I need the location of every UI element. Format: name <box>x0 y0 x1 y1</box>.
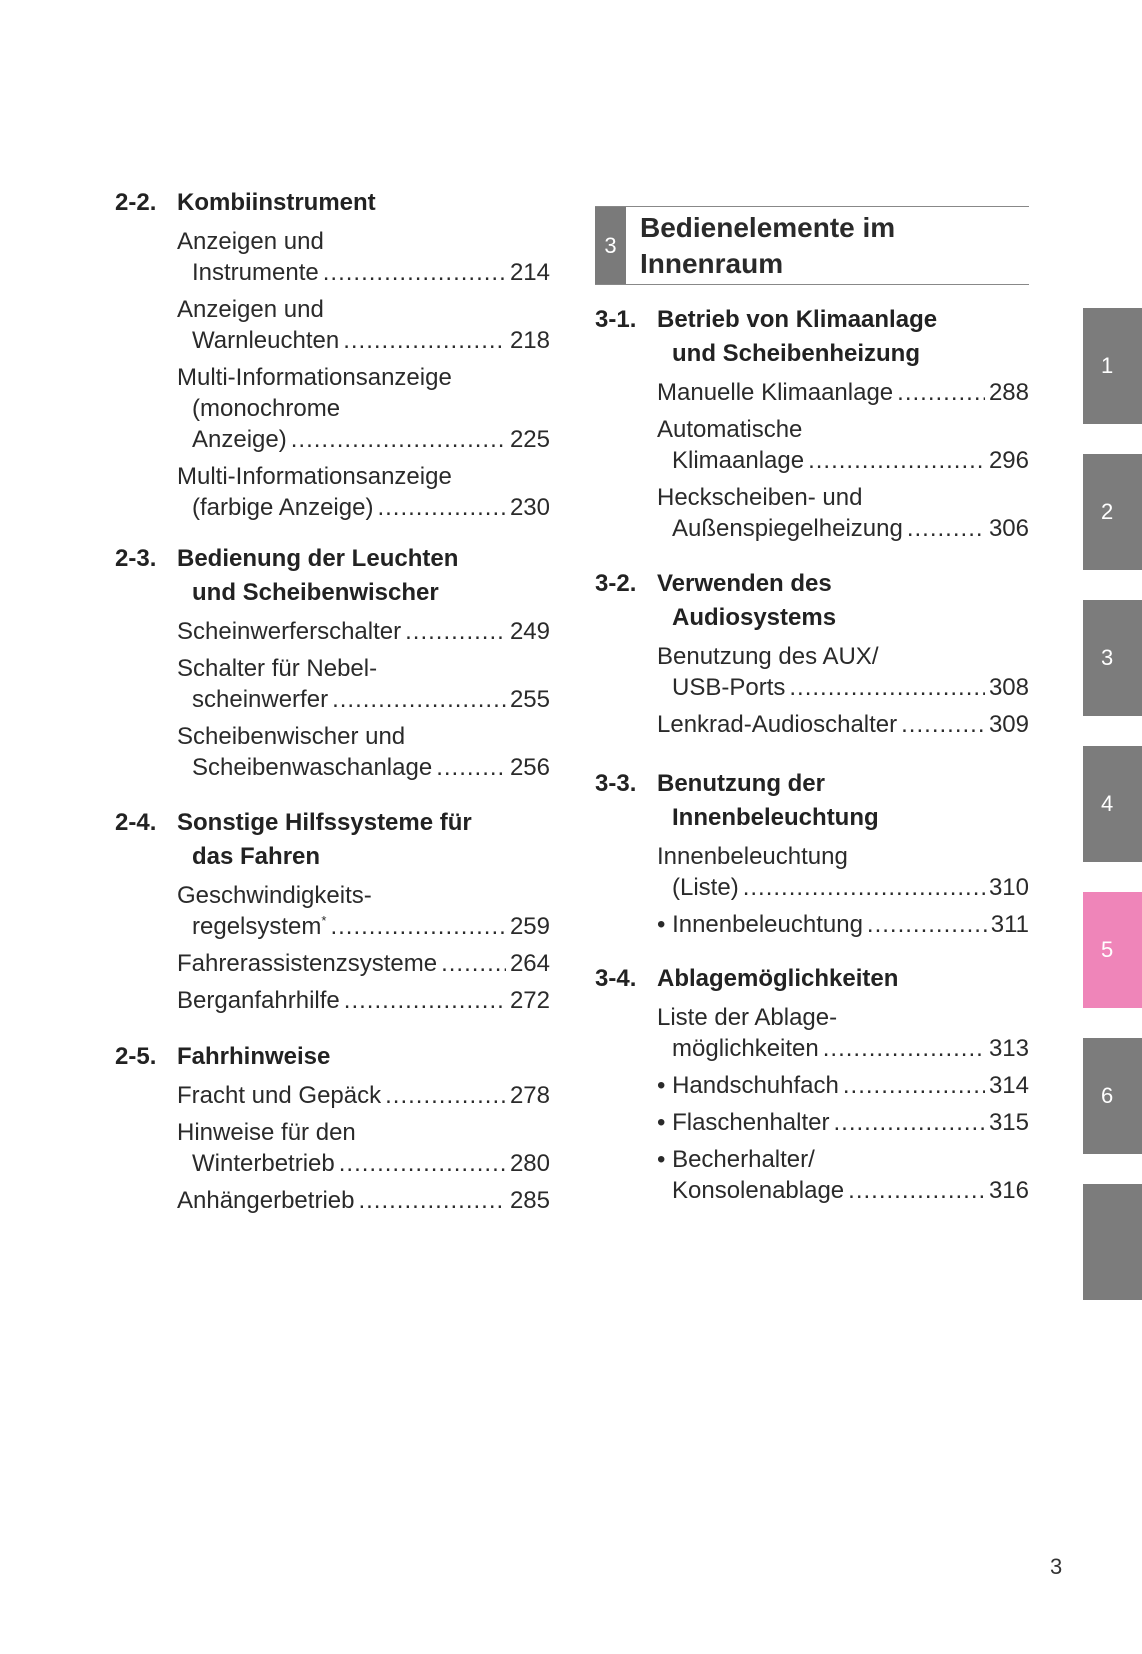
entry-last-line <box>177 492 550 523</box>
entry-label: Anzeige) <box>192 426 287 453</box>
entry-line: Automatische <box>657 416 803 443</box>
dot-leader <box>339 1148 506 1179</box>
toc-entry[interactable] <box>657 909 1029 940</box>
section-heading <box>115 1040 550 1074</box>
section-number: 2-2. <box>115 189 157 216</box>
entry-last-line <box>657 709 1029 740</box>
page-reference: 272 <box>509 987 550 1014</box>
entry-text <box>177 948 437 979</box>
toc-section <box>595 767 1029 940</box>
section-title-line: Sonstige Hilfssysteme für <box>177 809 472 836</box>
entry-last-line <box>657 909 1029 940</box>
toc-entry[interactable] <box>177 1080 550 1111</box>
dot-leader <box>834 1107 985 1138</box>
toc-entry[interactable] <box>657 709 1029 740</box>
toc-entry[interactable] <box>177 226 550 288</box>
dot-leader <box>344 985 506 1016</box>
entry-last-line <box>177 948 550 979</box>
toc-entry[interactable] <box>657 414 1029 476</box>
section-title <box>177 186 550 220</box>
entry-text <box>177 985 340 1016</box>
entry-text <box>192 911 326 942</box>
dot-leader <box>808 445 985 476</box>
entry-label: Scheinwerferschalter <box>177 618 402 645</box>
toc-entry[interactable] <box>177 653 550 715</box>
entry-line: Geschwindigkeits- <box>177 882 372 909</box>
page-reference: 313 <box>988 1035 1029 1062</box>
chapter-tab-2[interactable]: 2 <box>1083 454 1142 570</box>
section-heading <box>595 303 1029 371</box>
toc-entry[interactable] <box>657 841 1029 903</box>
entry-line: Hinweise für den <box>177 1119 356 1146</box>
entry-text <box>192 492 373 523</box>
entry-last-line <box>177 684 550 715</box>
entry-label: Klimaanlage <box>672 447 805 474</box>
entry-label: Anhängerbetrieb <box>177 1187 355 1214</box>
page-reference: 316 <box>988 1177 1029 1204</box>
section-title <box>657 767 1029 835</box>
dot-leader <box>843 1070 985 1101</box>
toc-entry[interactable] <box>657 1070 1029 1101</box>
entry-label: • Innenbeleuchtung <box>657 911 863 938</box>
entry-text <box>672 445 804 476</box>
page-reference: 225 <box>509 426 550 453</box>
entry-line: (monochrome <box>192 395 341 422</box>
entry-label: Manuelle Klimaanlage <box>657 379 894 406</box>
dot-leader <box>385 1080 506 1111</box>
toc-entry[interactable] <box>657 1002 1029 1064</box>
section-title <box>657 303 1029 371</box>
page-reference: 288 <box>988 379 1029 406</box>
toc-entry[interactable] <box>177 616 550 647</box>
toc-entry[interactable] <box>657 482 1029 544</box>
section-title-line: Betrieb von Klimaanlage <box>657 306 938 333</box>
entry-label: Winterbetrieb <box>192 1150 335 1177</box>
page-reference: 259 <box>509 913 550 940</box>
section-title-line: und Scheibenwischer <box>192 579 439 606</box>
chapter-tab-1[interactable]: 1 <box>1083 308 1142 424</box>
section-title <box>177 806 550 874</box>
toc-entry[interactable] <box>657 377 1029 408</box>
page-reference: 285 <box>509 1187 550 1214</box>
chapter-tab-6[interactable]: 6 <box>1083 1038 1142 1154</box>
toc-entry[interactable] <box>177 294 550 356</box>
dot-leader <box>848 1175 985 1206</box>
entry-last-line <box>177 1185 550 1216</box>
section-heading <box>115 186 550 220</box>
section-title-line: Fahrhinweise <box>177 1043 331 1070</box>
entry-text <box>657 1070 839 1101</box>
chapter-number: 3 <box>595 207 626 284</box>
dot-leader <box>867 909 987 940</box>
entry-text <box>672 1175 844 1206</box>
entry-last-line <box>177 616 550 647</box>
toc-entry[interactable] <box>177 985 550 1016</box>
section-number: 3-3. <box>595 770 637 797</box>
entry-last-line <box>177 424 550 455</box>
toc-section <box>595 962 1029 1206</box>
dot-leader <box>330 911 506 942</box>
dot-leader <box>343 325 506 356</box>
toc-section <box>115 186 550 523</box>
entry-last-line <box>177 325 550 356</box>
chapter-tab-4[interactable]: 4 <box>1083 746 1142 862</box>
toc-entry[interactable] <box>657 1144 1029 1206</box>
entry-line: Heckscheiben- und <box>657 484 863 511</box>
toc-section <box>115 806 550 1016</box>
section-title-line: Benutzung der <box>657 770 825 797</box>
toc-entry[interactable] <box>657 641 1029 703</box>
chapter-tab-index[interactable] <box>1083 1184 1142 1300</box>
entry-last-line <box>177 752 550 783</box>
entry-text <box>192 325 339 356</box>
entry-line: Anzeigen und <box>177 296 324 323</box>
section-title-line: Audiosystems <box>672 604 837 631</box>
page-reference: 255 <box>509 686 550 713</box>
entry-text <box>657 1107 830 1138</box>
entry-last-line <box>657 513 1029 544</box>
entry-label: Lenkrad-Audioschalter <box>657 711 898 738</box>
page-reference: 315 <box>988 1109 1029 1136</box>
entry-text <box>192 684 328 715</box>
entry-text <box>657 709 897 740</box>
entry-label: Scheibenwaschanlage <box>192 754 433 781</box>
section-title-line: Innenbeleuchtung <box>672 804 879 831</box>
entry-last-line <box>657 445 1029 476</box>
entry-text <box>177 616 401 647</box>
dot-leader <box>323 257 506 288</box>
entry-line: Liste der Ablage- <box>657 1004 838 1031</box>
toc-section <box>115 542 550 783</box>
toc-entry[interactable] <box>177 461 550 523</box>
entry-line: • Becherhalter/ <box>657 1146 815 1173</box>
page-reference: 230 <box>509 494 550 521</box>
dot-leader <box>743 872 985 903</box>
toc-entry[interactable] <box>657 1107 1029 1138</box>
toc-entry[interactable] <box>177 1185 550 1216</box>
entry-label: (farbige Anzeige) <box>192 494 374 521</box>
chapter-tab-5[interactable]: 5 <box>1083 892 1142 1008</box>
entry-label: Fahrerassistenzsysteme <box>177 950 438 977</box>
dot-leader <box>358 1185 505 1216</box>
page-reference: 249 <box>509 618 550 645</box>
entry-last-line <box>657 1175 1029 1206</box>
entry-last-line <box>657 872 1029 903</box>
dot-leader <box>897 377 985 408</box>
chapter-header <box>595 206 1029 285</box>
entry-label: möglichkeiten <box>672 1035 819 1062</box>
toc-entry[interactable] <box>177 721 550 783</box>
entry-last-line <box>657 1107 1029 1138</box>
entry-label: Warnleuchten <box>192 327 340 354</box>
entry-text <box>192 752 432 783</box>
dot-leader <box>291 424 506 455</box>
entry-label: Außenspiegelheizung <box>672 515 903 542</box>
section-title-line: und Scheibenheizung <box>672 340 921 367</box>
page-reference: 311 <box>990 911 1029 938</box>
dot-leader <box>405 616 506 647</box>
entry-label: USB-Ports <box>672 674 786 701</box>
entry-label: Instrumente <box>192 259 319 286</box>
entry-text <box>672 872 739 903</box>
dot-leader <box>332 684 506 715</box>
entry-text <box>192 424 287 455</box>
page-reference: 256 <box>509 754 550 781</box>
dot-leader <box>823 1033 985 1064</box>
entry-line: Multi-Informationsanzeige <box>177 463 452 490</box>
page-number: 3 <box>1050 1554 1063 1579</box>
section-title <box>657 567 1029 635</box>
dot-leader <box>436 752 506 783</box>
entry-label: (Liste) <box>672 874 739 901</box>
entry-line: Anzeigen und <box>177 228 324 255</box>
entry-text <box>177 1080 381 1111</box>
toc-section <box>595 303 1029 544</box>
section-heading <box>115 542 550 610</box>
section-title <box>657 962 1029 996</box>
entry-line: Benutzung des AUX/ <box>657 643 879 670</box>
entry-last-line <box>657 1070 1029 1101</box>
toc-section <box>115 1040 550 1216</box>
section-number: 3-1. <box>595 306 637 333</box>
toc-section <box>595 567 1029 740</box>
dot-leader <box>907 513 985 544</box>
page-reference: 218 <box>509 327 550 354</box>
section-heading <box>595 767 1029 835</box>
section-title <box>177 542 550 610</box>
section-heading <box>595 567 1029 635</box>
dot-leader <box>901 709 985 740</box>
page-reference: 264 <box>509 950 550 977</box>
entry-text <box>657 909 863 940</box>
entry-label: Fracht und Gepäck <box>177 1082 382 1109</box>
entry-last-line <box>657 377 1029 408</box>
section-number: 2-5. <box>115 1043 157 1070</box>
entry-last-line <box>177 985 550 1016</box>
entry-line: Schalter für Nebel- <box>177 655 378 682</box>
entry-line: Scheibenwischer und <box>177 723 406 750</box>
entry-label: Berganfahrhilfe <box>177 987 340 1014</box>
page-reference: 306 <box>988 515 1029 542</box>
section-number: 2-3. <box>115 545 157 572</box>
entry-label: • Handschuhfach <box>657 1072 839 1099</box>
page-reference: 296 <box>988 447 1029 474</box>
entry-text <box>672 672 785 703</box>
section-number: 3-4. <box>595 965 637 992</box>
footnote-marker: * <box>321 913 327 928</box>
section-title-line: Verwenden des <box>657 570 832 597</box>
entry-last-line <box>657 672 1029 703</box>
page-reference: 314 <box>988 1072 1029 1099</box>
section-number: 2-4. <box>115 809 157 836</box>
page-reference: 308 <box>988 674 1029 701</box>
entry-text <box>657 377 893 408</box>
section-title-line: Kombiinstrument <box>177 189 376 216</box>
section-number: 3-2. <box>595 570 637 597</box>
dot-leader <box>441 948 506 979</box>
entry-last-line <box>177 1080 550 1111</box>
entry-line: Innenbeleuchtung <box>657 843 848 870</box>
section-heading <box>595 962 1029 996</box>
entry-text <box>672 1033 819 1064</box>
toc-entry[interactable] <box>177 948 550 979</box>
entry-text <box>672 513 903 544</box>
toc-entry[interactable] <box>177 880 550 942</box>
entry-line: Multi-Informationsanzeige <box>177 364 452 391</box>
entry-label: • Flaschenhalter <box>657 1109 830 1136</box>
chapter-title: Bedienelemente im Innenraum <box>640 212 896 279</box>
chapter-tab-3[interactable]: 3 <box>1083 600 1142 716</box>
entry-label: Konsolenablage <box>672 1177 845 1204</box>
section-title <box>177 1040 550 1074</box>
section-title-line: Ablagemöglichkeiten <box>657 965 899 992</box>
entry-last-line <box>657 1033 1029 1064</box>
dot-leader <box>789 672 985 703</box>
entry-label: regelsystem <box>192 913 322 940</box>
page-reference: 214 <box>509 259 550 286</box>
section-title-line: Bedienung der Leuchten <box>177 545 459 572</box>
toc-entry[interactable] <box>177 1117 550 1179</box>
entry-last-line <box>177 1148 550 1179</box>
toc-entry[interactable] <box>177 362 550 455</box>
page-reference: 310 <box>988 874 1029 901</box>
page-reference: 280 <box>509 1150 550 1177</box>
entry-last-line <box>177 257 550 288</box>
entry-text <box>192 257 319 288</box>
entry-text <box>177 1185 354 1216</box>
entry-label: scheinwerfer <box>192 686 329 713</box>
page-reference: 278 <box>509 1082 550 1109</box>
dot-leader <box>377 492 506 523</box>
entry-last-line <box>177 911 550 942</box>
section-title-line: das Fahren <box>192 843 321 870</box>
section-heading <box>115 806 550 874</box>
entry-text <box>192 1148 335 1179</box>
page-reference: 309 <box>988 711 1029 738</box>
